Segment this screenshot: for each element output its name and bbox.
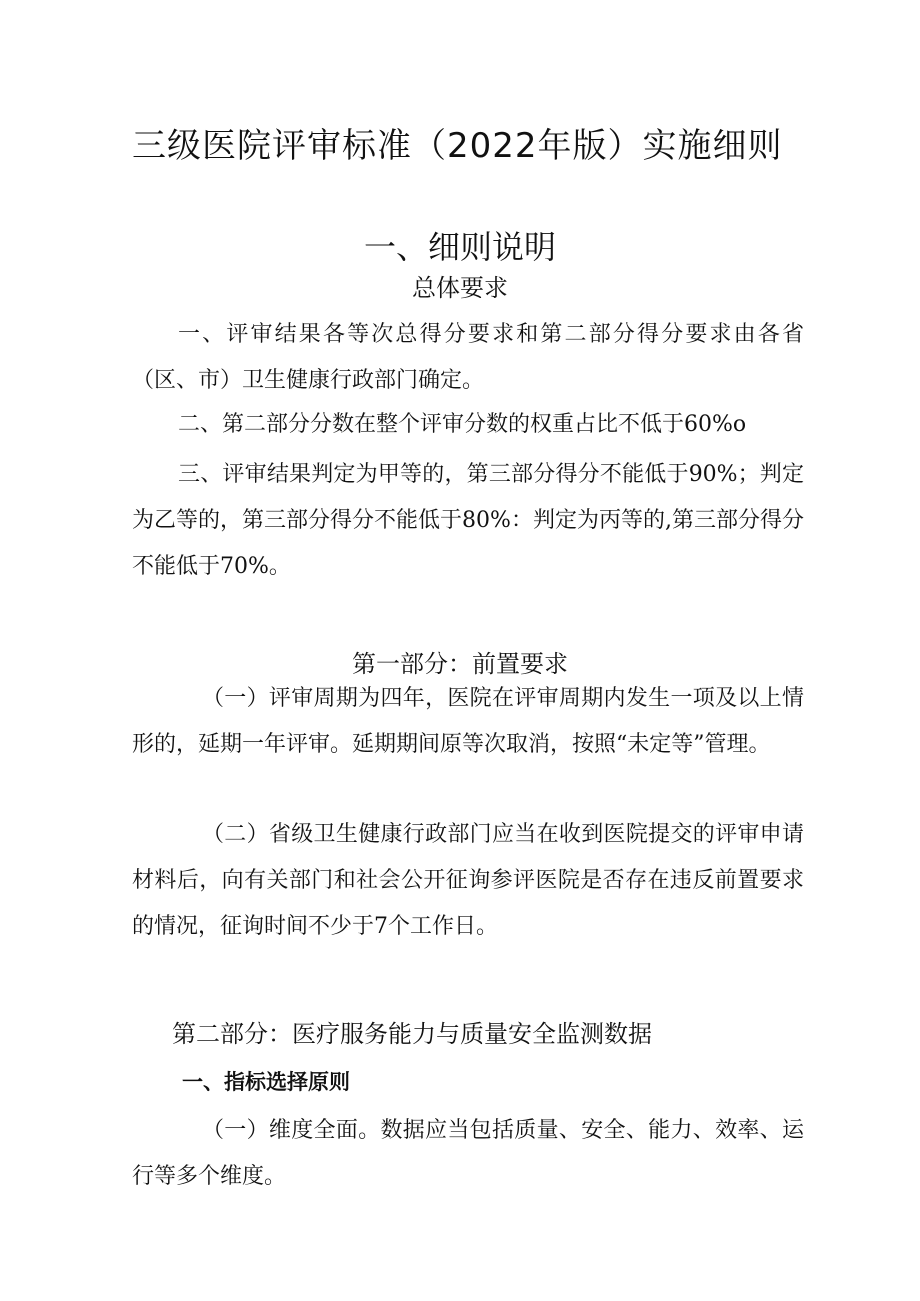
part2-subheading: 一、指标选择原则 xyxy=(182,1070,350,1094)
part2-heading: 第二部分：医疗服务能力与质量安全监测数据 xyxy=(172,1020,652,1048)
paragraph-general-2: 二、第二部分分数在整个评审分数的权重占比不低于60%o xyxy=(178,412,747,437)
paragraph-part1-1: （一）评审周期为四年，医院在评审周期内发生一项及以上情形的，延期一年评审。延期期间原等次取消，按照“未定等”管理。 xyxy=(132,686,804,757)
document-title: 三级医院评审标准（2022年版）实施细则 xyxy=(132,126,783,166)
paragraph-part2-1: （一）维度全面。数据应当包括质量、安全、能力、效率、运行等多个维度。 xyxy=(132,1118,804,1189)
subheading-general-requirements: 总体要求 xyxy=(412,274,508,302)
section-heading-guidelines: 一、细则说明 xyxy=(363,228,556,266)
paragraph-general-3: 三、评审结果判定为甲等的，第三部分得分不能低于90%；判定为乙等的，第三部分得分不能低于80%：判定为丙等的,第三部分得分不能低于70%。 xyxy=(132,462,804,579)
paragraph-part1-2: （二）省级卫生健康行政部门应当在收到医院提交的评审申请材料后，向有关部门和社会公开征询参评医院是否存在违反前置要求的情况，征询时间不少于7个工作日。 xyxy=(132,822,804,939)
part1-heading: 第一部分：前置要求 xyxy=(352,650,568,678)
paragraph-general-1: 一、评审结果各等次总得分要求和第二部分得分要求由各省（区、市）卫生健康行政部门确定。 xyxy=(132,322,804,393)
